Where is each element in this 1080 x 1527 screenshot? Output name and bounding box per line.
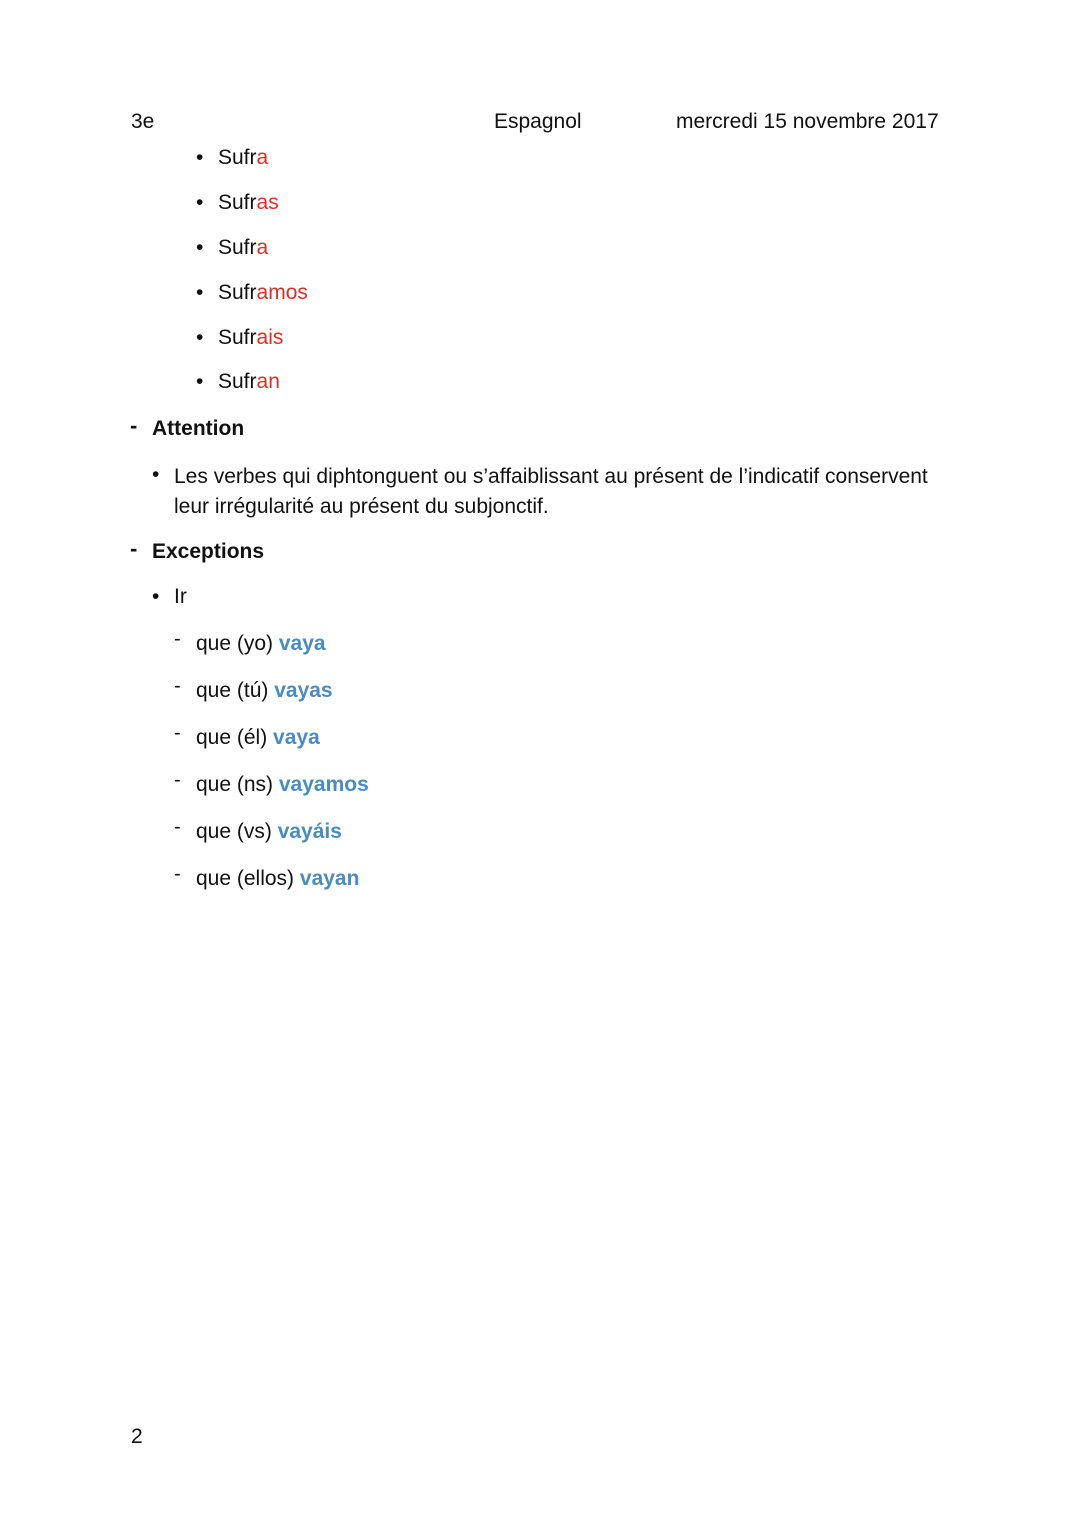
date-label: mercredi 15 novembre 2017	[676, 110, 939, 133]
pronoun-prefix: que (él)	[196, 726, 274, 749]
verb-ending: a	[256, 236, 269, 259]
verb-ending: as	[256, 191, 279, 214]
page-number: 2	[131, 1425, 143, 1448]
dash-icon: -	[174, 863, 181, 885]
verb-ending: amos	[256, 281, 308, 304]
conjugation-form	[218, 281, 308, 305]
bullet-icon: •	[152, 585, 160, 608]
bullet-icon: •	[196, 326, 204, 349]
dash-icon: -	[174, 675, 181, 697]
attention-text: Les verbes qui diphtonguent ou s’affaiblissant au présent de l’indicatif conservent leur irrégularité au présent du subjonctif.	[174, 465, 928, 518]
verb-stem: Sufr	[218, 236, 257, 259]
bullet-icon: •	[196, 146, 204, 169]
subject-title: Espagnol	[494, 110, 582, 133]
verb-ending: an	[256, 370, 280, 393]
verb-stem: Sufr	[218, 370, 257, 393]
pronoun-prefix: que (vs)	[196, 820, 278, 843]
subjunctive-form	[196, 867, 359, 891]
verb-stem: Sufr	[218, 146, 257, 169]
verb-stem: Sufr	[218, 191, 257, 214]
verb-stem: Sufr	[218, 326, 257, 349]
subjunctive-form	[196, 679, 333, 703]
class-label: 3e	[131, 110, 155, 133]
conjugation-form	[218, 146, 268, 170]
dash-icon: -	[174, 769, 181, 791]
pronoun-prefix: que (ns)	[196, 773, 279, 796]
dash-icon: -	[174, 722, 181, 744]
verb-form: vaya	[278, 632, 326, 655]
verb-ending: ais	[256, 326, 284, 349]
pronoun-prefix: que (ellos)	[196, 867, 300, 890]
bullet-icon: •	[196, 370, 204, 393]
conjugation-form	[218, 326, 283, 350]
subjunctive-form	[196, 820, 342, 844]
subjunctive-form	[196, 773, 369, 797]
subjunctive-form	[196, 632, 326, 656]
exceptions-heading: Exceptions	[152, 540, 265, 563]
verb-ending: a	[256, 146, 269, 169]
verb-form: vayas	[274, 679, 333, 702]
verb-form: vayáis	[277, 820, 342, 843]
pronoun-prefix: que (yo)	[196, 632, 279, 655]
subjunctive-form	[196, 726, 320, 750]
verb-stem: Sufr	[218, 281, 257, 304]
conjugation-form	[218, 236, 268, 260]
exception-verb: Ir	[174, 585, 187, 608]
verb-form: vayan	[299, 867, 360, 890]
attention-heading: Attention	[152, 417, 245, 440]
conjugation-form	[218, 370, 280, 394]
pronoun-prefix: que (tú)	[196, 679, 275, 702]
dash-icon: -	[174, 816, 181, 838]
dash-icon: -	[130, 536, 138, 561]
dash-icon: -	[174, 628, 181, 650]
dash-icon: -	[130, 413, 138, 438]
conjugation-form	[218, 191, 279, 215]
bullet-icon: •	[196, 236, 204, 259]
bullet-icon: •	[196, 281, 204, 304]
verb-form: vayamos	[278, 773, 369, 796]
verb-form: vaya	[273, 726, 320, 749]
bullet-icon: •	[152, 463, 160, 486]
bullet-icon: •	[196, 191, 204, 214]
